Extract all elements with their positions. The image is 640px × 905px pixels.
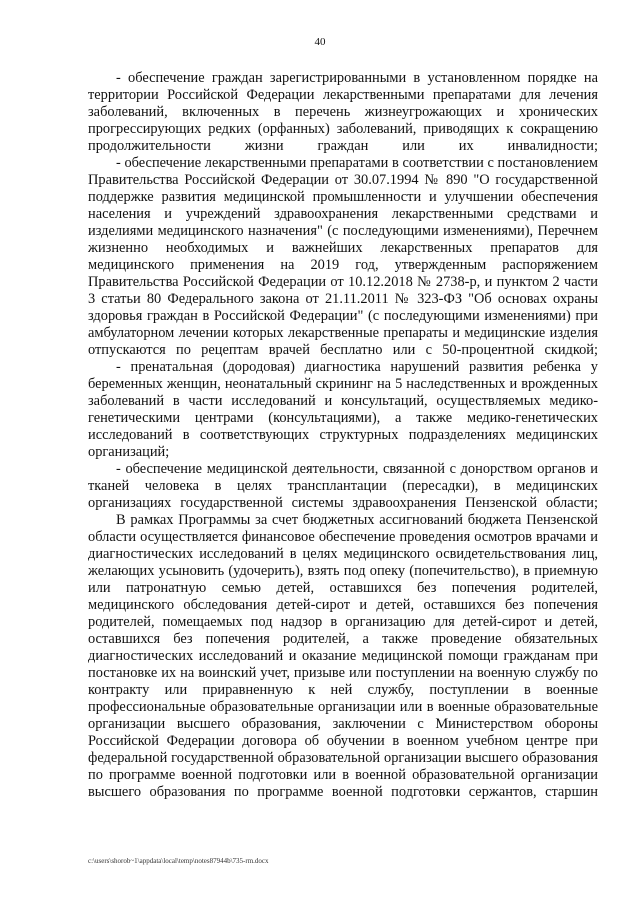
paragraph-drug-provision: - обеспечение лекарственными препаратами в соответствии с постановлением Правительства Российской Федерации от 30.07.1994 № 890 "О государственной поддержке развития медицинской промышленности и улучшении обеспечения населения и учреждений здравоохранения лекарственными средствами и изделиями медицинского назначения" (с последующими изменениями), Перечнем жизненно необходимых и важнейших лекарственных препаратов для медицинского применения на 2019 год, утвержденным распоряжением Правительства Российской Федерации от 10.12.2018 № 2738-р, и пунктом 2 части 3 статьи 80 Федерального закона от 21.11.2011 № 323-ФЗ "Об основах охраны здоровья граждан в Российской Федерации" (с последующими изменениями) при амбулаторном лечении которых лекарственные препараты и медицинские изделия отпускаются по рецептам врачей бесплатно или с 50-процентной скидкой; bbox=[88, 155, 598, 358]
paragraph-orphan-drugs: - обеспечение граждан зарегистрированными в установленном порядке на территории Российской Федерации лекарственными препаратами для лечения заболеваний, включенных в перечень жизнеугрожающих и хронических прогрессирующих редких (орфанных) заболеваний, приводящих к сокращению продолжительности жизни граждан или их инвалидности; bbox=[88, 70, 598, 154]
paragraph-program-funding: В рамках Программы за счет бюджетных ассигнований бюджета Пензенской области осуществляется финансовое обеспечение проведения осмотров врачами и диагностических исследований в целях медицинского освидетельствования лиц, желающих усыновить (удочерить), взять под опеку (попечительство), в приемную или патронатную семью детей, оставшихся без попечения родителей, медицинского обследования детей-сирот и детей, оставшихся без попечения родителей, помещаемых под надзор в организацию для детей-сирот и детей, оставшихся без попечения родителей, а также проведение обязательных диагностических исследований и оказание медицинской помощи гражданам при постановке их на воинский учет, призыве или поступлении на военную службу по контракту или приравненную к ней службу, поступлении в военные профессиональные образовательные организации или в военные образовательные организации высшего образования, заключении с Министерством обороны Российской Федерации договора об обучении в военном учебном центре при федеральной государственной образовательной организации высшего образования по программе военной подготовки или в военной образовательной организации высшего образования по программе военной подготовки сержантов, старшин bbox=[88, 512, 598, 800]
file-path-footer: c:\users\shorob~1\appdata\local\temp\notes87944b\735-rm.docx bbox=[88, 857, 269, 865]
document-body bbox=[88, 70, 598, 801]
page-number: 40 bbox=[314, 36, 326, 48]
paragraph-prenatal-diagnostics: - пренатальная (дородовая) диагностика нарушений развития ребенка у беременных женщин, неонатальный скрининг на 5 наследственных и врожденных заболеваний в части исследований и консультаций, осуществляемых медико-генетическими центрами (консультациями), а также медико-генетических исследований в соответствующих структурных подразделениях медицинских организаций; bbox=[88, 359, 598, 460]
paragraph-organ-donation: - обеспечение медицинской деятельности, связанной с донорством органов и тканей человека в целях трансплантации (пересадки), в медицинских организациях государственной системы здравоохранения Пензенской области; bbox=[88, 461, 598, 511]
